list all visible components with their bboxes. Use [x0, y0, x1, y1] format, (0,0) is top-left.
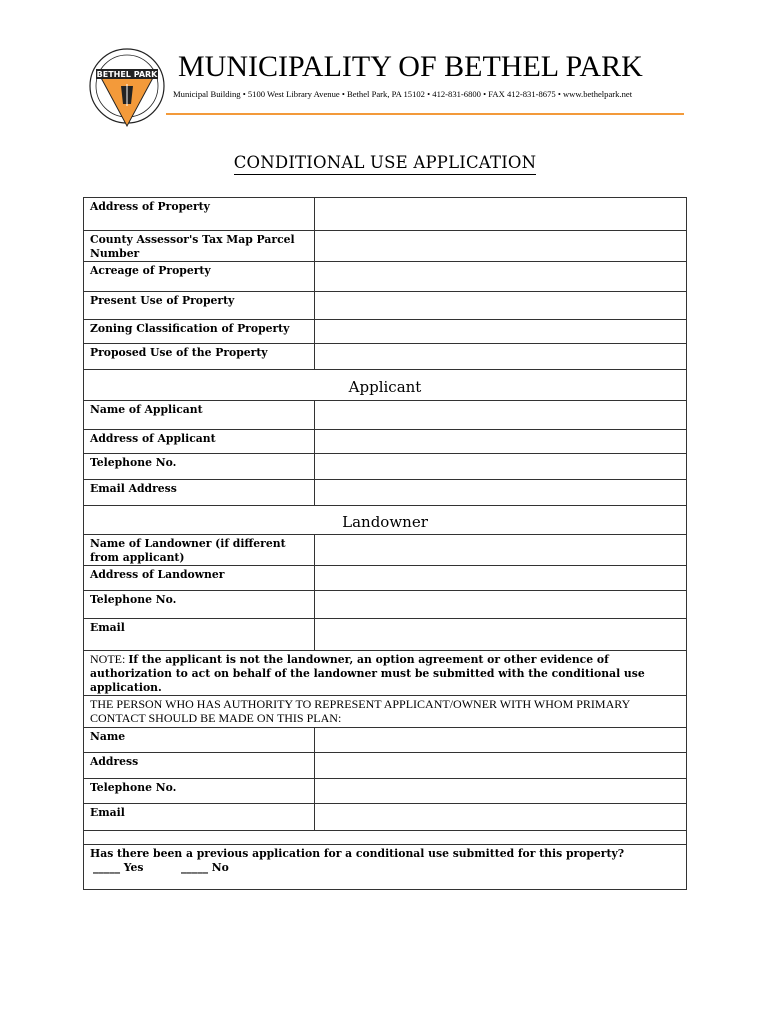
form-title-container	[0, 153, 770, 172]
applicant-address-label: Address of Applicant	[84, 430, 315, 454]
zoning-classification-label: Zoning Classification of Property	[84, 320, 315, 344]
acreage-label: Acreage of Property	[84, 262, 315, 292]
tax-map-parcel-label: County Assessor's Tax Map Parcel Number	[84, 231, 315, 262]
proposed-use-label: Proposed Use of the Property	[84, 344, 315, 370]
contact-name-field[interactable]	[315, 728, 687, 753]
note-text: If the applicant is not the landowner, an option agreement or other evidence of authorization to act on behalf of the landowner must be submitted with the conditional use application.	[90, 653, 645, 694]
address-of-property-label: Address of Property	[84, 198, 315, 231]
form-title: CONDITIONAL USE APPLICATION	[234, 153, 537, 175]
applicant-section-heading: Applicant	[84, 370, 687, 401]
landowner-section-heading: Landowner	[84, 506, 687, 535]
landowner-name-label: Name of Landowner (if different from applicant)	[84, 535, 315, 566]
landowner-note	[84, 651, 687, 696]
landowner-address-label: Address of Landowner	[84, 566, 315, 591]
previous-application-question: Has there been a previous application for a conditional use submitted for this property?	[90, 847, 625, 860]
municipal-seal-icon	[87, 44, 167, 132]
zoning-classification-field[interactable]	[315, 320, 687, 344]
applicant-email-label: Email Address	[84, 480, 315, 506]
landowner-telephone-label: Telephone No.	[84, 591, 315, 619]
contact-email-field[interactable]	[315, 804, 687, 831]
proposed-use-field[interactable]	[315, 344, 687, 370]
acreage-field[interactable]	[315, 262, 687, 292]
present-use-label: Present Use of Property	[84, 292, 315, 320]
contact-telephone-field[interactable]	[315, 779, 687, 804]
contact-email-label: Email	[84, 804, 315, 831]
previous-yes-option[interactable]: _____ Yes	[93, 861, 144, 874]
header-divider	[166, 113, 684, 115]
organization-title: MUNICIPALITY OF BETHEL PARK	[178, 50, 643, 83]
contact-name-label: Name	[84, 728, 315, 753]
landowner-email-label: Email	[84, 619, 315, 651]
note-prefix: NOTE:	[90, 652, 129, 666]
contact-address-field[interactable]	[315, 753, 687, 779]
present-use-field[interactable]	[315, 292, 687, 320]
spacer-row	[84, 831, 687, 845]
landowner-address-field[interactable]	[315, 566, 687, 591]
previous-application-row	[84, 845, 687, 890]
contact-telephone-label: Telephone No.	[84, 779, 315, 804]
contact-person-heading: THE PERSON WHO HAS AUTHORITY TO REPRESENT APPLICANT/OWNER WITH WHOM PRIMARY CONTACT SHOULD BE MADE ON THIS PLAN:	[84, 696, 687, 728]
seal-text: BETHEL PARK	[96, 70, 158, 79]
previous-no-option[interactable]: _____ No	[181, 861, 229, 874]
applicant-telephone-field[interactable]	[315, 454, 687, 480]
application-form	[83, 197, 687, 890]
applicant-name-field[interactable]	[315, 401, 687, 430]
landowner-telephone-field[interactable]	[315, 591, 687, 619]
landowner-name-field[interactable]	[315, 535, 687, 566]
previous-application-options	[90, 861, 686, 875]
tax-map-parcel-field[interactable]	[315, 231, 687, 262]
landowner-email-field[interactable]	[315, 619, 687, 651]
address-of-property-field[interactable]	[315, 198, 687, 231]
contact-address-label: Address	[84, 753, 315, 779]
applicant-telephone-label: Telephone No.	[84, 454, 315, 480]
organization-address: Municipal Building • 5100 West Library Avenue • Bethel Park, PA 15102 • 412-831-6800 • FAX 412-831-8675 • www.bethelpark.net	[173, 89, 633, 99]
applicant-email-field[interactable]	[315, 480, 687, 506]
applicant-name-label: Name of Applicant	[84, 401, 315, 430]
applicant-address-field[interactable]	[315, 430, 687, 454]
